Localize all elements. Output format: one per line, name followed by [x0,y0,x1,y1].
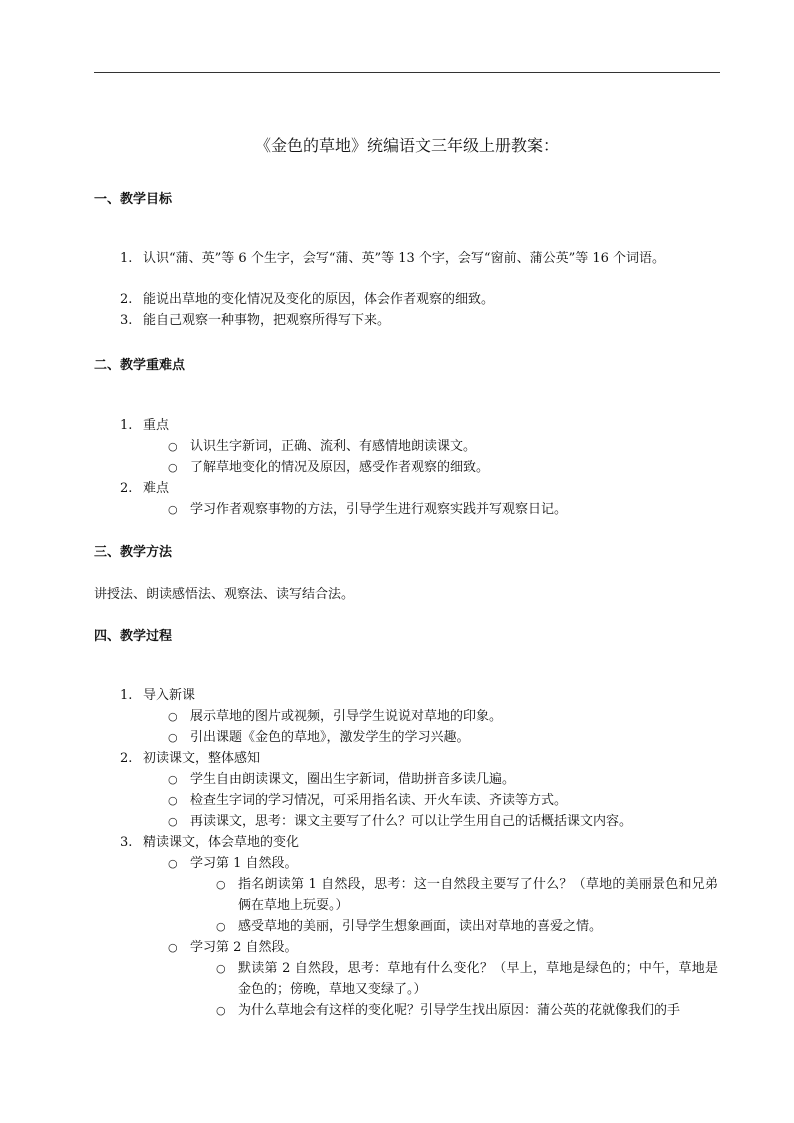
bullet-icon: ○ [168,815,178,828]
list-item-text: 能自己观察一种事物，把观察所得写下来。 [143,313,391,328]
bullet-icon: ○ [216,962,226,975]
list-item-text: 精读课文，体会草地的变化 [143,835,300,850]
sub-bullet-text: 指名朗读第 1 自然段，思考：这一自然段主要写了什么？（草地的美丽景色和兄弟俩在草地上玩耍。） [238,877,718,913]
bullet-text: 了解草地变化的情况及原因，感受作者观察的细致。 [190,460,490,475]
list-item-text: 初读课文，整体感知 [143,751,261,766]
list-item-text: 重点 [143,418,170,433]
list-item-text: 能说出草地的变化情况及变化的原因，体会作者观察的细致。 [143,292,495,307]
list-number: 2. [120,751,133,766]
bullet-text: 认识生字新词，正确、流利、有感情地朗读课文。 [190,439,477,454]
bullet-icon: ○ [168,503,178,516]
bullet-text: 学习第 2 自然段。 [190,940,298,955]
sub-bullet-text: 默读第 2 自然段，思考：草地有什么变化？（早上，草地是绿色的；中午，草地是金色的；傍晚，草地又变绿了。） [238,961,718,997]
list-number: 2. [120,292,133,307]
section-heading-objectives: 一、教学目标 [94,192,173,207]
list-item-text: 难点 [143,481,170,496]
bullet-icon: ○ [168,941,178,954]
methods-text: 讲授法、朗读感悟法、观察法、读写结合法。 [94,587,355,602]
list-number: 3. [120,835,133,850]
sub-bullet-text: 感受草地的美丽，引导学生想象画面，读出对草地的喜爱之情。 [238,919,603,934]
bullet-text: 检查生字词的学习情况，可采用指名读、开火车读、齐读等方式。 [190,793,568,808]
list-number: 1. [120,418,133,433]
section-heading-process: 四、教学过程 [94,629,173,644]
list-number: 1. [120,688,133,703]
bullet-icon: ○ [168,710,178,723]
list-number: 3. [120,313,133,328]
list-number: 2. [120,481,133,496]
bullet-text: 学习作者观察事物的方法，引导学生进行观察实践并写观察日记。 [190,502,568,517]
bullet-icon: ○ [216,878,226,891]
bullet-icon: ○ [168,794,178,807]
document-title: 《金色的草地》统编语文三年级上册教案： [254,136,559,155]
section-heading-methods: 三、教学方法 [94,545,173,560]
section-heading-key-points: 二、教学重难点 [94,358,186,373]
list-item-text: 认识“蒲、英”等 6 个生字，会写“蒲、英”等 13 个字，会写“窗前、蒲公英”等 16 个词语。 [143,251,666,266]
bullet-text: 引出课题《金色的草地》，激发学生的学习兴趣。 [190,730,470,745]
list-item-text: 导入新课 [143,688,196,703]
bullet-text: 学习第 1 自然段。 [190,856,298,871]
header-rule [94,72,720,73]
bullet-icon: ○ [168,461,178,474]
bullet-icon: ○ [168,773,178,786]
bullet-icon: ○ [168,731,178,744]
bullet-icon: ○ [216,920,226,933]
bullet-text: 再读课文，思考：课文主要写了什么？可以让学生用自己的话概括课文内容。 [190,814,633,829]
bullet-icon: ○ [168,857,178,870]
bullet-text: 展示草地的图片或视频，引导学生说说对草地的印象。 [190,709,503,724]
sub-bullet-text: 为什么草地会有这样的变化呢？引导学生找出原因：蒲公英的花就像我们的手 [238,1003,681,1018]
list-number: 1. [120,251,133,266]
bullet-text: 学生自由朗读课文，圈出生字新词，借助拼音多读几遍。 [190,772,516,787]
bullet-icon: ○ [216,1004,226,1017]
bullet-icon: ○ [168,440,178,453]
